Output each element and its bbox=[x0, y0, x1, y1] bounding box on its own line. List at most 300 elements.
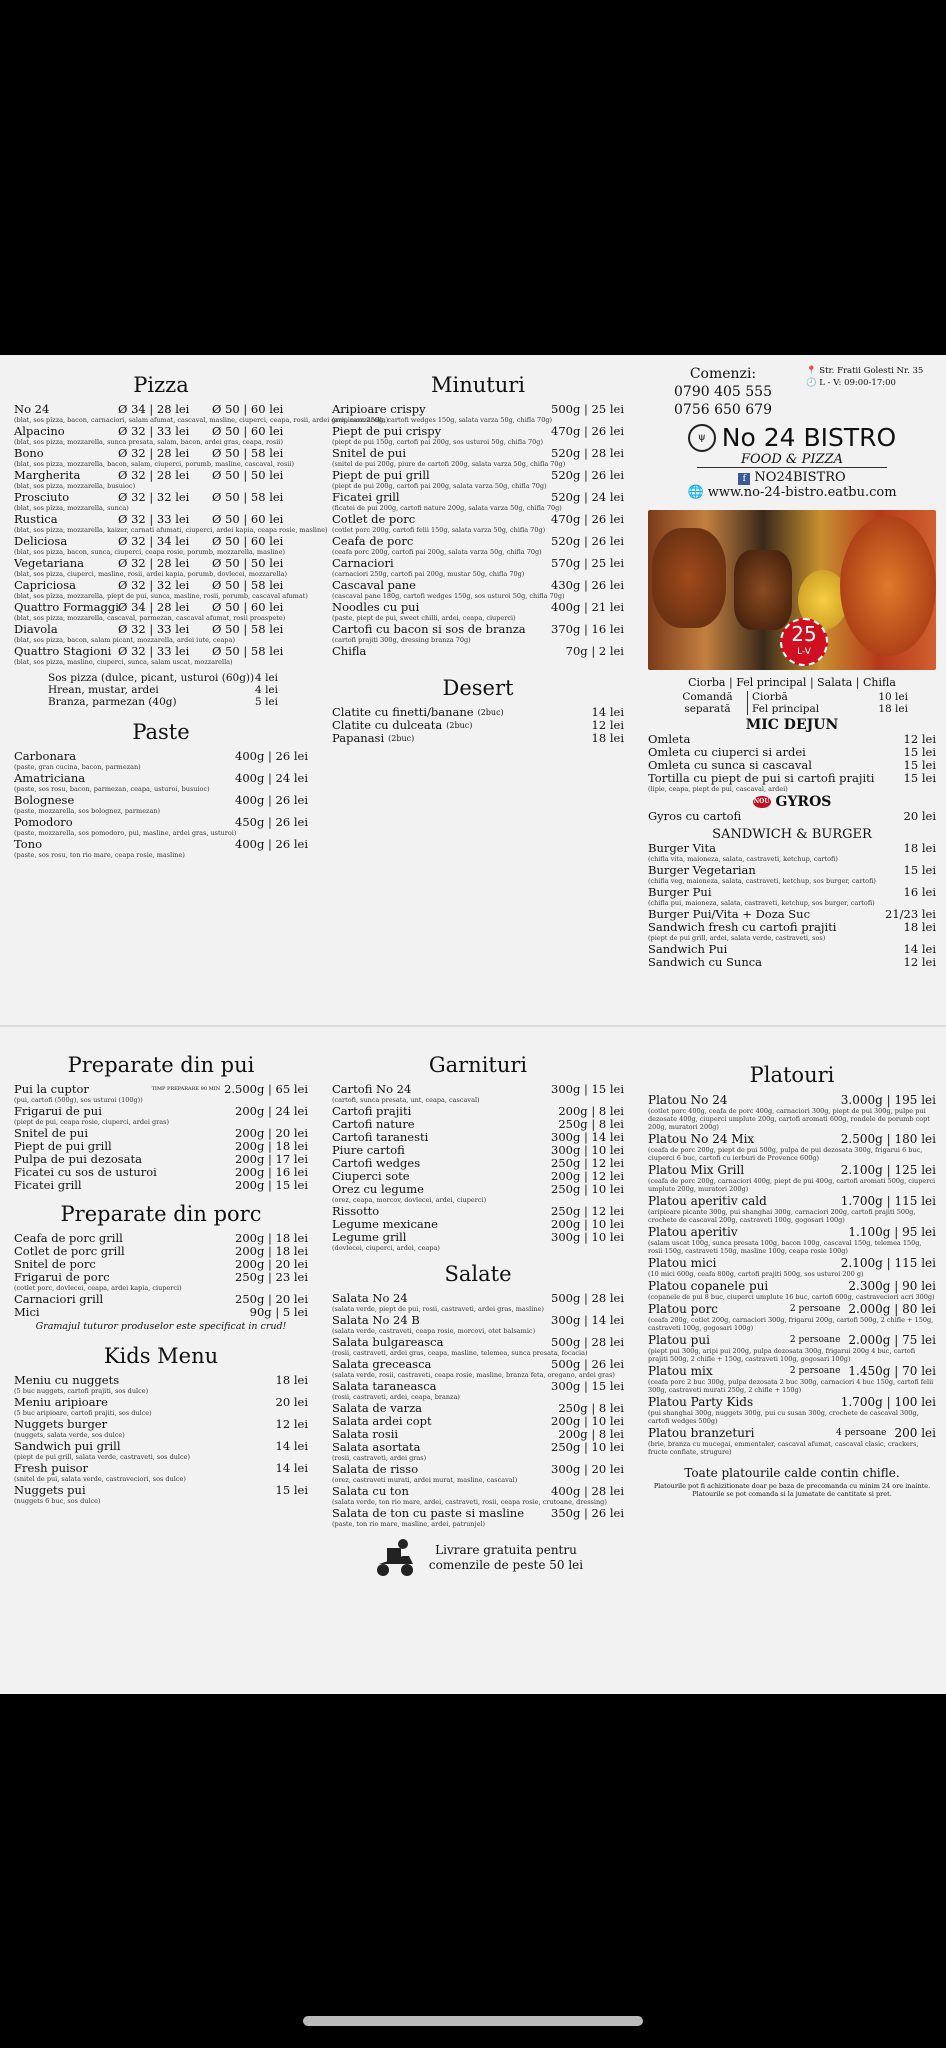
pizza-name: Quattro Formaggi bbox=[14, 600, 119, 614]
item-name: Legume mexicane bbox=[332, 1217, 438, 1231]
pizza-item[interactable] bbox=[14, 557, 308, 570]
platouri-column bbox=[634, 1027, 946, 1694]
platou-item[interactable] bbox=[648, 1194, 936, 1208]
pizza-item[interactable] bbox=[14, 601, 308, 614]
item-description: (piept de pui grill, salata verde, castraveti, sos dulce) bbox=[14, 1453, 191, 1461]
kids-list bbox=[14, 1374, 308, 1505]
item-name: Salata asortata bbox=[332, 1440, 421, 1454]
item-name: Sandwich pui grill bbox=[14, 1439, 121, 1453]
platou-item[interactable] bbox=[648, 1279, 936, 1293]
item-price: 14 lei bbox=[903, 942, 936, 956]
salate-list bbox=[332, 1292, 624, 1528]
item-price: 16 lei bbox=[903, 885, 936, 899]
paste-title: Paste bbox=[132, 720, 190, 744]
platou-item[interactable] bbox=[648, 1395, 936, 1409]
item-description: (cotlet porc, dovlecei, ceapa, ardei kapia, ciuperci) bbox=[14, 1284, 182, 1292]
item-price: 70g | 2 lei bbox=[565, 644, 624, 658]
home-indicator[interactable] bbox=[303, 2016, 643, 2026]
platou-description: (cotlet porc 400g, ceafa de porc 400g, carnaciori 300g, piept de pui 300g, pulpe pui dezosate 400g, ciuperci umplute 200g, cartofi aromati 600g, rondele de porumb copt 200g, muratori 200g) bbox=[648, 1107, 930, 1131]
item-name: Sandwich fresh cu cartofi prajiti bbox=[648, 920, 837, 934]
item-name: Cascaval pane bbox=[332, 578, 416, 592]
platou-name: Platou mici bbox=[648, 1256, 717, 1270]
item-description: (paste, ton rio mare, masline, ardei, patrunjel) bbox=[332, 1520, 486, 1528]
item-price: 250g | 20 lei bbox=[235, 1292, 308, 1306]
daily-menu-header: Ciorba | Fel principal | Salata | Chifla bbox=[688, 676, 896, 689]
item-name: Sandwich Pui bbox=[648, 942, 728, 956]
item-description: (rosii, castraveti, ardei gras, ceapa, masline, telemea, sunca presata, focacia) bbox=[332, 1349, 588, 1357]
pizza-name: Alpacino bbox=[14, 424, 65, 438]
menu-item[interactable] bbox=[14, 1271, 308, 1284]
brand-subtitle: FOOD & PIZZA bbox=[697, 452, 887, 468]
porc-list bbox=[14, 1232, 308, 1319]
item-price: 200g | 20 lei bbox=[235, 1257, 308, 1271]
platouri-list bbox=[648, 1093, 936, 1456]
pizza-name: No 24 bbox=[14, 402, 50, 416]
extra-item bbox=[48, 684, 278, 696]
pizza-item[interactable] bbox=[14, 447, 308, 460]
item-price: 370g | 16 lei bbox=[551, 622, 624, 636]
menu-item[interactable] bbox=[332, 1083, 624, 1096]
fork-knife-icon: ψ bbox=[688, 424, 716, 452]
menu-item[interactable] bbox=[14, 1484, 308, 1497]
item-name: Pui la cuptor bbox=[14, 1082, 89, 1096]
pizza-item[interactable] bbox=[14, 425, 308, 438]
menu-item[interactable] bbox=[332, 732, 624, 745]
location-pin-icon: 📍 bbox=[806, 366, 817, 376]
item-name: Legume grill bbox=[332, 1230, 407, 1244]
item-price: 18 lei bbox=[275, 1373, 308, 1387]
item-price: 300g | 14 lei bbox=[551, 1130, 624, 1144]
item-description: (paste, mozzarella, sos bolognez, parmezan) bbox=[14, 807, 161, 815]
item-name: Tono bbox=[14, 837, 43, 851]
comenzi-label: Comenzi: bbox=[689, 366, 757, 382]
platou-name: Platou No 24 Mix bbox=[648, 1132, 755, 1146]
menu-item[interactable] bbox=[332, 425, 624, 438]
menu-item[interactable] bbox=[332, 1336, 624, 1349]
pizza-name: Quattro Stagioni bbox=[14, 644, 112, 658]
item-name: Salata de risso bbox=[332, 1462, 419, 1476]
menu-item[interactable] bbox=[332, 1441, 624, 1454]
pizza-price-large: Ø 50 | 60 lei bbox=[212, 600, 284, 614]
item-description: (aripioare 250g, cartofi wedges 150g, salata varza 50g, chifla 70g) bbox=[332, 416, 553, 424]
platou-price: 2.500g | 180 lei bbox=[840, 1132, 936, 1146]
menu-item[interactable] bbox=[332, 1358, 624, 1371]
item-price: 500g | 25 lei bbox=[551, 402, 624, 416]
platou-item[interactable] bbox=[648, 1163, 936, 1177]
minuturi-list bbox=[332, 403, 624, 664]
sandwich-title: SANDWICH & BURGER bbox=[712, 827, 872, 842]
facebook-icon: f bbox=[738, 473, 750, 485]
porc-title: Preparate din porc bbox=[60, 1202, 262, 1226]
platou-item[interactable] bbox=[648, 1364, 936, 1378]
platou-name: Platou aperitiv bbox=[648, 1225, 738, 1239]
item-name: Salata bulgareasca bbox=[332, 1335, 444, 1349]
item-price: 500g | 28 lei bbox=[551, 1291, 624, 1305]
item-qty: (2buc) bbox=[446, 721, 473, 730]
item-name: Fresh puisor bbox=[14, 1461, 89, 1475]
item-description: (rosii, castraveti, ardei gras) bbox=[332, 1454, 427, 1462]
item-price: 520g | 26 lei bbox=[551, 468, 624, 482]
pizza-name: Deliciosa bbox=[14, 534, 68, 548]
pui-porc-kids-column bbox=[0, 1027, 318, 1694]
desert-list bbox=[332, 706, 624, 745]
item-price: 14 lei bbox=[275, 1461, 308, 1475]
item-name: Amatriciana bbox=[14, 771, 86, 785]
menu-item[interactable] bbox=[648, 842, 936, 855]
item-price: 300g | 10 lei bbox=[551, 1143, 624, 1157]
menu-item[interactable] bbox=[648, 921, 936, 934]
item-name: Salata greceasca bbox=[332, 1357, 432, 1371]
menu-item[interactable] bbox=[332, 1507, 624, 1520]
menu-item[interactable] bbox=[332, 1231, 624, 1244]
pizza-description: (blat, sos pizza, bacon, carnaciori, salam afumat, cascaval, masline, ciuperci, ceapa, rosii, ardei gras, mozzarella) bbox=[14, 416, 389, 424]
item-description: (salata verde, piept de pui, rosii, castraveti, ardei gras, masline) bbox=[332, 1305, 544, 1313]
platou-price: 1.700g | 100 lei bbox=[840, 1395, 936, 1409]
item-name: Salata taraneasca bbox=[332, 1379, 437, 1393]
pizza-price-small: Ø 34 | 28 lei bbox=[118, 600, 190, 614]
item-name: Ciuperci sote bbox=[332, 1169, 410, 1183]
pizza-item[interactable] bbox=[14, 623, 308, 636]
menu-item[interactable] bbox=[14, 1306, 308, 1319]
pizza-price-large: Ø 50 | 58 lei bbox=[212, 622, 284, 636]
pizza-item[interactable] bbox=[14, 535, 308, 548]
delivery-scooter-icon bbox=[373, 1538, 417, 1578]
item-price: 200g | 12 lei bbox=[551, 1169, 624, 1183]
weight-note: Gramajul tuturor produselor este specificat in crud! bbox=[35, 1321, 287, 1332]
item-price: 200g | 15 lei bbox=[235, 1178, 308, 1192]
delivery-note: Livrare gratuita pentru comenzile de peste 50 lei bbox=[332, 1538, 624, 1578]
platou-description: (ceafa porc 2 buc 300g, pulpa dezosata 2 buc 300g, carnaciori 4 buc 150g, cartofi felii 300g, castraveti murati 250g, 2 chifle + 150g) bbox=[648, 1378, 934, 1394]
item-name: Omleta bbox=[648, 732, 691, 746]
menu-item[interactable] bbox=[332, 579, 624, 592]
item-price: 15 lei bbox=[275, 1483, 308, 1497]
menu-item[interactable] bbox=[14, 750, 308, 763]
menu-item[interactable] bbox=[648, 956, 936, 969]
menu-item[interactable] bbox=[332, 447, 624, 460]
pizza-price-small: Ø 34 | 28 lei bbox=[118, 402, 190, 416]
menu-item[interactable] bbox=[14, 794, 308, 807]
item-price: 90g | 5 lei bbox=[249, 1305, 308, 1319]
pizza-item[interactable] bbox=[14, 469, 308, 482]
item-name: Carnaciori grill bbox=[14, 1292, 104, 1306]
item-price: 570g | 25 lei bbox=[551, 556, 624, 570]
platou-description: (salam uscat 100g, sunca presata 100g, bacon 100g, cascaval 150g, telemea 150g, rosii 150g, castraveti 150g, masline 100g, ceapa rosie 100g) bbox=[648, 1239, 922, 1255]
pizza-extras bbox=[14, 672, 308, 708]
item-name: Omleta cu sunca si cascaval bbox=[648, 758, 812, 772]
item-name: Cartofi nature bbox=[332, 1117, 415, 1131]
menu-item[interactable] bbox=[14, 1440, 308, 1453]
phone-1[interactable]: 0790 405 555 bbox=[674, 384, 772, 400]
pizza-item[interactable] bbox=[14, 513, 308, 526]
item-name: Salata rosii bbox=[332, 1427, 399, 1441]
menu-item[interactable] bbox=[14, 1105, 308, 1118]
extra-name: Hrean, mustar, ardei bbox=[48, 684, 159, 696]
platou-price: 2.100g | 125 lei bbox=[840, 1163, 936, 1177]
item-price: 18 lei bbox=[903, 920, 936, 934]
menu-item[interactable] bbox=[14, 1418, 308, 1431]
platou-persons: 2 persoane bbox=[789, 1304, 841, 1314]
item-name: Cartofi taranesti bbox=[332, 1130, 429, 1144]
item-price: 400g | 26 lei bbox=[235, 837, 308, 851]
item-name: Nuggets pui bbox=[14, 1483, 86, 1497]
pizza-description: (blat, sos pizza, mozzarella, sunca) bbox=[14, 504, 129, 512]
menu-item[interactable] bbox=[332, 513, 624, 526]
item-description: (snitel de pui, salata verde, castraveciori, sos dulce) bbox=[14, 1475, 186, 1483]
item-price: 20 lei bbox=[275, 1395, 308, 1409]
item-price: 250g | 10 lei bbox=[551, 1182, 624, 1196]
item-price: 300g | 14 lei bbox=[551, 1313, 624, 1327]
menu-item[interactable] bbox=[332, 469, 624, 482]
item-name: Carnaciori bbox=[332, 556, 394, 570]
extra-item bbox=[48, 696, 278, 708]
item-name: Clatite cu dulceata bbox=[332, 718, 443, 732]
hours: L - V: 09:00-17:00 bbox=[819, 378, 896, 388]
item-description: (piept de pui, ceapa rosie, ciuperci, ardei gras) bbox=[14, 1118, 169, 1126]
item-description: (cartofi, sunca presata, unt, ceapa, cascaval) bbox=[332, 1096, 480, 1104]
menu-item[interactable] bbox=[14, 772, 308, 785]
menu-item[interactable] bbox=[14, 1462, 308, 1475]
daily-menu-prices: Comandă separată Ciorbă Fel principal 10 lei 18 lei bbox=[668, 691, 936, 715]
menu-item[interactable] bbox=[332, 1183, 624, 1196]
menu-item[interactable] bbox=[332, 601, 624, 614]
item-description: (lipie, ceapa, piept de pui, cascaval, ardei) bbox=[648, 785, 788, 793]
item-description: (salata verde, ton rio mare, ardei, castraveti, rosii, ceapa rosie, crutoane, dressing) bbox=[332, 1498, 607, 1506]
platou-item[interactable] bbox=[648, 1256, 936, 1270]
item-price: 400g | 26 lei bbox=[235, 793, 308, 807]
menu-item[interactable] bbox=[332, 1485, 624, 1498]
address: Str. Fratii Golesti Nr. 35 bbox=[819, 366, 924, 376]
platou-item[interactable] bbox=[648, 1093, 936, 1107]
pizza-item[interactable] bbox=[14, 491, 308, 504]
item-note: TIMP PREPARARE 90 MIN bbox=[151, 1086, 221, 1092]
pizza-price-large: Ø 50 | 50 lei bbox=[212, 556, 284, 570]
item-description: (cotlet porc 200g, cartofi felii 150g, salata varza 50g, chifla 70g) bbox=[332, 526, 546, 534]
mic-dejun-list bbox=[648, 733, 936, 793]
menu-item[interactable] bbox=[648, 886, 936, 899]
pizza-price-small: Ø 32 | 28 lei bbox=[118, 556, 190, 570]
menu-item[interactable] bbox=[332, 491, 624, 504]
menu-item[interactable] bbox=[332, 1380, 624, 1393]
pizza-price-large: Ø 50 | 58 lei bbox=[212, 490, 284, 504]
facebook-handle[interactable]: NO24BISTRO bbox=[754, 470, 846, 485]
item-name: Cartofi wedges bbox=[332, 1156, 421, 1170]
pizza-price-large: Ø 50 | 60 lei bbox=[212, 534, 284, 548]
item-description: (piept de pui grill, ardei, salata verde, castraveti, sos) bbox=[648, 934, 826, 942]
menu-item[interactable] bbox=[332, 1292, 624, 1305]
item-description: (cartofi prajiti 300g, dressing branza 70g) bbox=[332, 636, 471, 644]
item-price: 350g | 26 lei bbox=[551, 1506, 624, 1520]
item-name: Salata No 24 B bbox=[332, 1313, 420, 1327]
extra-price: 4 lei bbox=[255, 684, 278, 696]
menu-item[interactable] bbox=[332, 535, 624, 548]
pizza-description: (blat, sos pizza, mozzarella, busuioc) bbox=[14, 482, 136, 490]
menu-item[interactable] bbox=[332, 403, 624, 416]
website-link[interactable]: www.no-24-bistro.eatbu.com bbox=[707, 485, 897, 500]
gyros-title: GYROS bbox=[775, 794, 832, 810]
item-name: Burger Pui bbox=[648, 885, 712, 899]
menu-item[interactable] bbox=[332, 623, 624, 636]
pizza-price-small: Ø 32 | 33 lei bbox=[118, 622, 190, 636]
menu-item[interactable] bbox=[14, 838, 308, 851]
pizza-item[interactable] bbox=[14, 579, 308, 592]
platou-item[interactable] bbox=[648, 1132, 936, 1146]
pizza-description: (blat, sos pizza, mozzarella, kaizer, carnati afumati, ciuperci, ardei kapia, ceapa rosie, masline) bbox=[14, 526, 328, 534]
item-name: Meniu aripioare bbox=[14, 1395, 108, 1409]
contact-block bbox=[648, 365, 936, 419]
pizza-price-small: Ø 32 | 33 lei bbox=[118, 644, 190, 658]
item-name: Salata ardei copt bbox=[332, 1414, 432, 1428]
item-name: Bolognese bbox=[14, 793, 75, 807]
item-price: 18 lei bbox=[591, 731, 624, 745]
menu-item[interactable] bbox=[14, 816, 308, 829]
item-price: 14 lei bbox=[275, 1439, 308, 1453]
item-name: Ficatei grill bbox=[332, 490, 400, 504]
pizza-description: (blat, sos pizza, mozzarella, sunca presata, salam, bacon, ardei gras, ceapa, rosii) bbox=[14, 438, 283, 446]
item-name: Snitel de pui bbox=[14, 1126, 88, 1140]
item-name: Snitel de pui bbox=[332, 446, 406, 460]
item-name: Chifla bbox=[332, 644, 367, 658]
item-qty: (2buc) bbox=[477, 708, 504, 717]
item-description: (rosii, castraveti, ardei, ceapa, branza) bbox=[332, 1393, 460, 1401]
item-name: Piept de pui grill bbox=[332, 468, 430, 482]
menu-item[interactable] bbox=[332, 557, 624, 570]
garnituri-list bbox=[332, 1083, 624, 1252]
item-name: Mici bbox=[14, 1305, 40, 1319]
menu-item[interactable] bbox=[14, 1396, 308, 1409]
platou-price: 200 lei bbox=[894, 1426, 936, 1440]
menu-item[interactable] bbox=[332, 645, 624, 658]
pizza-price-small: Ø 32 | 28 lei bbox=[118, 446, 190, 460]
item-price: 250g | 10 lei bbox=[551, 1440, 624, 1454]
item-price: 200g | 24 lei bbox=[235, 1104, 308, 1118]
item-price: 14 lei bbox=[591, 705, 624, 719]
platou-item[interactable] bbox=[648, 1426, 936, 1440]
item-name: Ceafa de porc bbox=[332, 534, 414, 548]
pizza-price-small: Ø 32 | 33 lei bbox=[118, 512, 190, 526]
item-name: Cotlet de porc grill bbox=[14, 1244, 125, 1258]
item-name: Frigarui de porc bbox=[14, 1270, 110, 1284]
item-description: (chifla veg, maioneza, salata, castraveti, ketchup, sos burger, cartofi) bbox=[648, 877, 876, 885]
pizza-description: (blat, sos pizza, bacon, salam picant, mozzarella, ardei iute, ceapa) bbox=[14, 636, 235, 644]
platouri-note-2: Platourile pot fi achizitionate doar pe baza de precomanda cu minim 24 ore inainte. Platourile se pot comanda si la jumatate de cantitate si pret. bbox=[653, 1482, 931, 1498]
menu-item[interactable] bbox=[14, 1179, 308, 1192]
item-description: (piept de pui 150g, cartofi pai 200g, sos usturoi 50g, chifla 70g) bbox=[332, 438, 544, 446]
item-price: 12 lei bbox=[275, 1417, 308, 1431]
item-name: Burger Vegetarian bbox=[648, 863, 756, 877]
pizza-name: Diavola bbox=[14, 622, 58, 636]
item-name: Salata cu ton bbox=[332, 1484, 409, 1498]
phone-2[interactable]: 0756 650 679 bbox=[674, 402, 772, 418]
desert-title: Desert bbox=[442, 676, 514, 700]
item-description: (paste, mozzarella, sos pomodoro, pui, masline, ardei gras, usturoi) bbox=[14, 829, 237, 837]
pizza-price-large: Ø 50 | 60 lei bbox=[212, 512, 284, 526]
item-price: 400g | 21 lei bbox=[551, 600, 624, 614]
paste-list bbox=[14, 750, 308, 859]
item-description: (piept de pui 200g, cartofi pai 200g, salata varza 50g, chifla 70g) bbox=[332, 482, 547, 490]
menu-item[interactable] bbox=[648, 772, 936, 785]
item-price: 21/23 lei bbox=[885, 907, 936, 921]
item-description: (5 buc aripioare, cartofi prajiti, sos dulce) bbox=[14, 1409, 152, 1417]
item-name: Gyros cu cartofi bbox=[648, 809, 742, 823]
platou-description: (copanele de pui 8 buc, ciuperci umplute 16 buc, cartofi 600g, castraveciori acri 300g) bbox=[648, 1293, 935, 1301]
platou-item[interactable] bbox=[648, 1225, 936, 1239]
item-name: Aripioare crispy bbox=[332, 402, 426, 416]
platou-description: (10 mici 600g, ceafa 800g, cartofi prajiti 500g, sos usturoi 200 g) bbox=[648, 1270, 864, 1278]
price-badge: 25 L-V bbox=[780, 618, 828, 666]
pizza-price-small: Ø 32 | 34 lei bbox=[118, 534, 190, 548]
item-name: Tortilla cu piept de pui si cartofi prajiti bbox=[648, 771, 875, 785]
item-description: (ceafa porc 200g, cartofi pai 200g, salata varza 50g, chifla 70g) bbox=[332, 548, 542, 556]
salate-title: Salate bbox=[444, 1262, 512, 1286]
gyros-list bbox=[648, 810, 936, 823]
item-name: Carbonara bbox=[14, 749, 77, 763]
platou-description: (ceafa de porc 200g, piept de pui 500g, pulpa de pui dezosata 300g, frigarui 6 buc, ciuperci 6 buc, cartofi cu ierburi de Provence 600g) bbox=[648, 1146, 923, 1162]
pizza-price-small: Ø 32 | 33 lei bbox=[118, 424, 190, 438]
sandwich-list bbox=[648, 842, 936, 969]
extra-item bbox=[48, 672, 278, 684]
item-price: 400g | 28 lei bbox=[551, 1484, 624, 1498]
item-name: Orez cu legume bbox=[332, 1182, 424, 1196]
item-name: Frigarui de pui bbox=[14, 1104, 102, 1118]
platou-price: 3.000g | 195 lei bbox=[840, 1093, 936, 1107]
platou-item[interactable] bbox=[648, 1302, 936, 1316]
pizza-description: (blat, sos pizza, masline, ciuperci, sunca, salam uscat, mozzarella) bbox=[14, 658, 233, 666]
platou-name: Platou No 24 bbox=[648, 1093, 728, 1107]
item-price: 2.500g | 65 lei bbox=[224, 1082, 308, 1096]
menu-item[interactable] bbox=[14, 1374, 308, 1387]
pizza-name: Prosciuto bbox=[14, 490, 70, 504]
menu-item[interactable] bbox=[648, 810, 936, 823]
item-price: 470g | 26 lei bbox=[551, 512, 624, 526]
item-description: (orez, castraveti murati, ardei murat, masline, cascaval) bbox=[332, 1476, 518, 1484]
menu-item[interactable] bbox=[332, 1463, 624, 1476]
pizza-description: (blat, sos pizza, ciuperci, masline, rosii, ardei kapia, porumb, dovlecei, mozzarella) bbox=[14, 570, 288, 578]
menu-item[interactable] bbox=[332, 1314, 624, 1327]
item-price: 200g | 20 lei bbox=[235, 1126, 308, 1140]
platou-description: (ceafa de porc 200g, carnaciori 400g, piept de pui 400g, cartofi aromati 500g, ciuperci umplute 200g, muratori 200g) bbox=[648, 1177, 936, 1193]
platou-persons: 2 persoane bbox=[789, 1366, 841, 1376]
item-name: Omleta cu ciuperci si ardei bbox=[648, 745, 806, 759]
platou-description: (pui shanghai 300g, nuggets 300g, pui cu susan 300g, crochete de cascaval 300g, cartofi wedges 500g) bbox=[648, 1409, 919, 1425]
pizza-name: Bono bbox=[14, 446, 44, 460]
pizza-description: (blat, sos pizza, bacon, sunca, ciuperci, ceapa rosie, porumb, mozzarella, masline) bbox=[14, 548, 286, 556]
extra-name: Sos pizza (dulce, picant, usturoi (60g)) bbox=[48, 672, 255, 684]
platou-name: Platou Mix Grill bbox=[648, 1163, 745, 1177]
item-name: Pomodoro bbox=[14, 815, 73, 829]
pui-title: Preparate din pui bbox=[67, 1053, 255, 1077]
item-price: 12 lei bbox=[903, 955, 936, 969]
platou-description: (piept pui 300g, aripi pui 200g, pulpa dezosata 300g, frigarui 200g 4 buc, cartofi prajiti 500g, 2 chifle + 150g, castraveti 100g, gogosari 100g) bbox=[648, 1347, 916, 1363]
platou-item[interactable] bbox=[648, 1333, 936, 1347]
pizza-item[interactable] bbox=[14, 645, 308, 658]
item-name: Noodles cu pui bbox=[332, 600, 420, 614]
platou-name: Platou mix bbox=[648, 1364, 713, 1378]
food-photo bbox=[648, 510, 936, 670]
item-name: Meniu cu nuggets bbox=[14, 1373, 120, 1387]
globe-icon: 🌐 bbox=[687, 485, 704, 500]
platouri-title: Platouri bbox=[749, 1063, 835, 1087]
item-description: (orez, ceapa, morcov, dovlecei, ardei, ciuperci) bbox=[332, 1196, 487, 1204]
item-description: (nuggets 6 buc, sos dulce) bbox=[14, 1497, 101, 1505]
menu-item[interactable] bbox=[14, 1083, 308, 1096]
pizza-price-large: Ø 50 | 50 lei bbox=[212, 468, 284, 482]
menu-item[interactable] bbox=[648, 864, 936, 877]
item-description: (paste, gran cucina, bacon, parmezan) bbox=[14, 763, 141, 771]
pizza-item[interactable] bbox=[14, 403, 308, 416]
item-name: Snitel de porc bbox=[14, 1257, 96, 1271]
item-price: 200g | 18 lei bbox=[235, 1231, 308, 1245]
item-name: Pulpa de pui dezosata bbox=[14, 1152, 143, 1166]
